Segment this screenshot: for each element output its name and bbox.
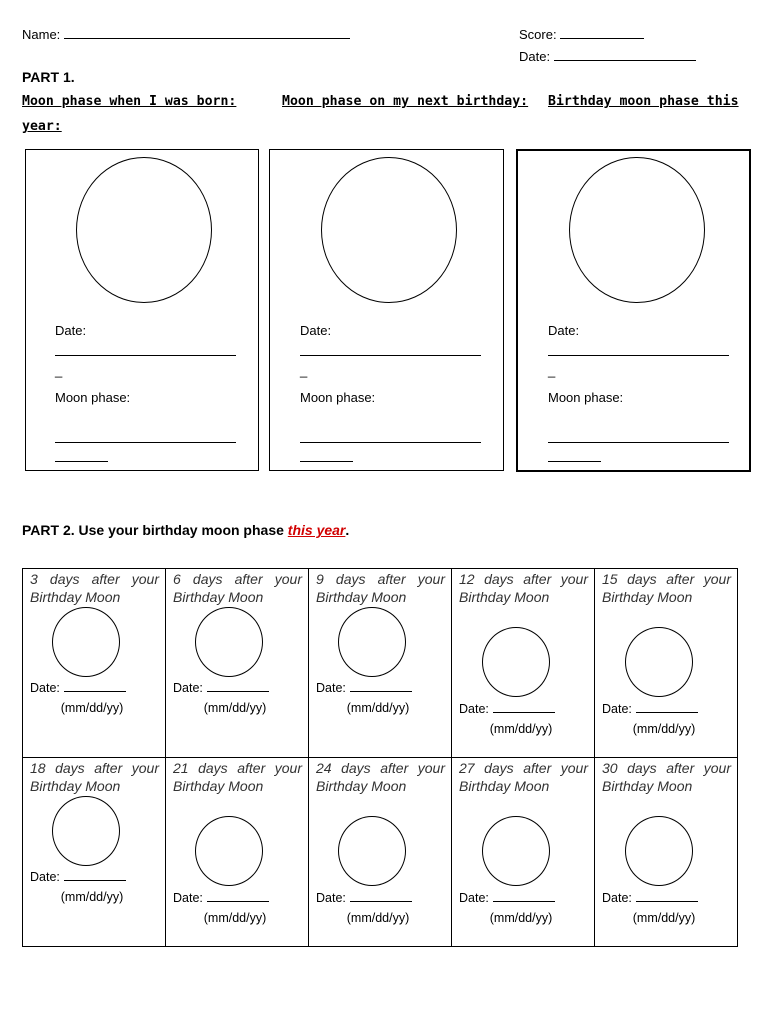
heading-this-year: Birthday moon phase this bbox=[548, 94, 739, 109]
moon-circle[interactable] bbox=[52, 796, 120, 866]
box-date-line[interactable] bbox=[300, 355, 481, 356]
box-phase-line-short[interactable] bbox=[300, 461, 353, 462]
box-date-label: Date: bbox=[548, 323, 580, 338]
grid-cell bbox=[452, 758, 595, 947]
moon-box-next-birthday bbox=[269, 149, 504, 471]
cell-date-label: Date: bbox=[459, 891, 489, 905]
box-phase-line[interactable] bbox=[300, 442, 481, 443]
cell-date-row bbox=[602, 890, 698, 905]
name-field[interactable] bbox=[64, 26, 350, 39]
grid-cell bbox=[309, 569, 452, 758]
box-phase-line[interactable] bbox=[548, 442, 729, 443]
box-phase-line-short[interactable] bbox=[548, 461, 601, 462]
cell-date-field[interactable] bbox=[493, 890, 555, 902]
cell-date-label: Date: bbox=[602, 702, 632, 716]
grid-cell bbox=[309, 758, 452, 947]
date-label: Date: bbox=[519, 49, 551, 64]
box-date-dash: _ bbox=[548, 363, 556, 378]
cell-date-format: (mm/dd/yy) bbox=[203, 701, 267, 715]
box-date-label: Date: bbox=[55, 323, 87, 338]
cell-date-field[interactable] bbox=[493, 701, 555, 713]
cell-date-format: (mm/dd/yy) bbox=[60, 890, 124, 904]
cell-date-row bbox=[459, 890, 555, 905]
cell-date-format: (mm/dd/yy) bbox=[632, 722, 696, 736]
box-date-line[interactable] bbox=[55, 355, 236, 356]
grid-row bbox=[23, 758, 738, 947]
moon-circle[interactable] bbox=[338, 816, 406, 886]
heading-next-birthday: Moon phase on my next birthday: bbox=[282, 94, 529, 109]
cell-date-row bbox=[173, 890, 269, 905]
date-field[interactable] bbox=[554, 48, 696, 61]
cell-date-row bbox=[459, 701, 555, 716]
cell-date-field[interactable] bbox=[350, 890, 412, 902]
cell-date-row bbox=[602, 701, 698, 716]
box-date-line[interactable] bbox=[548, 355, 729, 356]
cell-date-row bbox=[316, 890, 412, 905]
cell-title: 27 days after your Birthday Moon bbox=[459, 760, 588, 794]
part2-title-emphasis: this year bbox=[287, 522, 346, 538]
cell-title: 12 days after your Birthday Moon bbox=[459, 571, 588, 605]
cell-title: 30 days after your Birthday Moon bbox=[602, 760, 731, 794]
box-phase-line-short[interactable] bbox=[55, 461, 108, 462]
cell-date-label: Date: bbox=[602, 891, 632, 905]
cell-title: 21 days after your Birthday Moon bbox=[173, 760, 302, 794]
name-row bbox=[22, 26, 350, 42]
score-label: Score: bbox=[519, 27, 557, 42]
date-row bbox=[519, 48, 696, 64]
moon-circle[interactable] bbox=[625, 816, 693, 886]
grid-cell bbox=[595, 569, 738, 758]
cell-date-row bbox=[316, 680, 412, 695]
cell-date-label: Date: bbox=[316, 681, 346, 695]
cell-date-format: (mm/dd/yy) bbox=[632, 911, 696, 925]
grid-cell bbox=[166, 758, 309, 947]
cell-title: 24 days after your Birthday Moon bbox=[316, 760, 445, 794]
cell-date-field[interactable] bbox=[64, 680, 126, 692]
cell-title: 18 days after your Birthday Moon bbox=[30, 760, 159, 794]
grid-cell bbox=[23, 569, 166, 758]
cell-date-format: (mm/dd/yy) bbox=[203, 911, 267, 925]
cell-date-format: (mm/dd/yy) bbox=[346, 911, 410, 925]
cell-date-row bbox=[173, 680, 269, 695]
score-row bbox=[519, 26, 644, 42]
cell-date-field[interactable] bbox=[207, 890, 269, 902]
moon-circle[interactable] bbox=[195, 816, 263, 886]
part2-title bbox=[22, 522, 349, 538]
moon-circle[interactable] bbox=[569, 157, 705, 303]
part2-title-prefix: PART 2. Use your birthday moon phase bbox=[22, 522, 288, 538]
cell-date-field[interactable] bbox=[64, 869, 126, 881]
grid-cell bbox=[452, 569, 595, 758]
moon-circle[interactable] bbox=[625, 627, 693, 697]
moon-circle[interactable] bbox=[321, 157, 457, 303]
moon-circle[interactable] bbox=[76, 157, 212, 303]
grid-row bbox=[23, 569, 738, 758]
cell-date-field[interactable] bbox=[350, 680, 412, 692]
box-date-label: Date: bbox=[300, 323, 332, 338]
cell-title: 6 days after your Birthday Moon bbox=[173, 571, 302, 605]
cell-date-row bbox=[30, 680, 126, 695]
cell-date-field[interactable] bbox=[636, 890, 698, 902]
cell-date-label: Date: bbox=[30, 681, 60, 695]
cell-date-field[interactable] bbox=[636, 701, 698, 713]
cell-date-label: Date: bbox=[173, 681, 203, 695]
heading-born: Moon phase when I was born: bbox=[22, 94, 237, 109]
heading-this-year-continued: year: bbox=[22, 119, 62, 134]
cell-title: 3 days after your Birthday Moon bbox=[30, 571, 159, 605]
box-phase-label: Moon phase: bbox=[548, 390, 624, 405]
box-phase-line[interactable] bbox=[55, 442, 236, 443]
cell-date-format: (mm/dd/yy) bbox=[489, 911, 553, 925]
cell-date-row bbox=[30, 869, 126, 884]
cell-date-field[interactable] bbox=[207, 680, 269, 692]
grid-cell bbox=[166, 569, 309, 758]
cell-date-label: Date: bbox=[459, 702, 489, 716]
moon-phase-grid bbox=[22, 568, 738, 947]
cell-date-format: (mm/dd/yy) bbox=[346, 701, 410, 715]
cell-date-label: Date: bbox=[173, 891, 203, 905]
cell-title: 15 days after your Birthday Moon bbox=[602, 571, 731, 605]
box-phase-label: Moon phase: bbox=[300, 390, 376, 405]
cell-date-format: (mm/dd/yy) bbox=[60, 701, 124, 715]
box-date-dash: _ bbox=[300, 363, 308, 378]
cell-date-label: Date: bbox=[30, 870, 60, 884]
grid-cell bbox=[595, 758, 738, 947]
part1-title: PART 1. bbox=[22, 69, 75, 85]
moon-circle[interactable] bbox=[482, 627, 550, 697]
moon-box-this-year bbox=[516, 149, 751, 472]
moon-circle[interactable] bbox=[52, 607, 120, 677]
score-field[interactable] bbox=[560, 26, 644, 39]
moon-circle[interactable] bbox=[338, 607, 406, 677]
cell-date-label: Date: bbox=[316, 891, 346, 905]
moon-circle[interactable] bbox=[482, 816, 550, 886]
box-phase-label: Moon phase: bbox=[55, 390, 131, 405]
part2-title-suffix: . bbox=[345, 522, 350, 538]
box-date-dash: _ bbox=[55, 363, 63, 378]
grid-cell bbox=[23, 758, 166, 947]
cell-title: 9 days after your Birthday Moon bbox=[316, 571, 445, 605]
moon-circle[interactable] bbox=[195, 607, 263, 677]
moon-box-born bbox=[25, 149, 259, 471]
name-label: Name: bbox=[22, 27, 61, 42]
cell-date-format: (mm/dd/yy) bbox=[489, 722, 553, 736]
